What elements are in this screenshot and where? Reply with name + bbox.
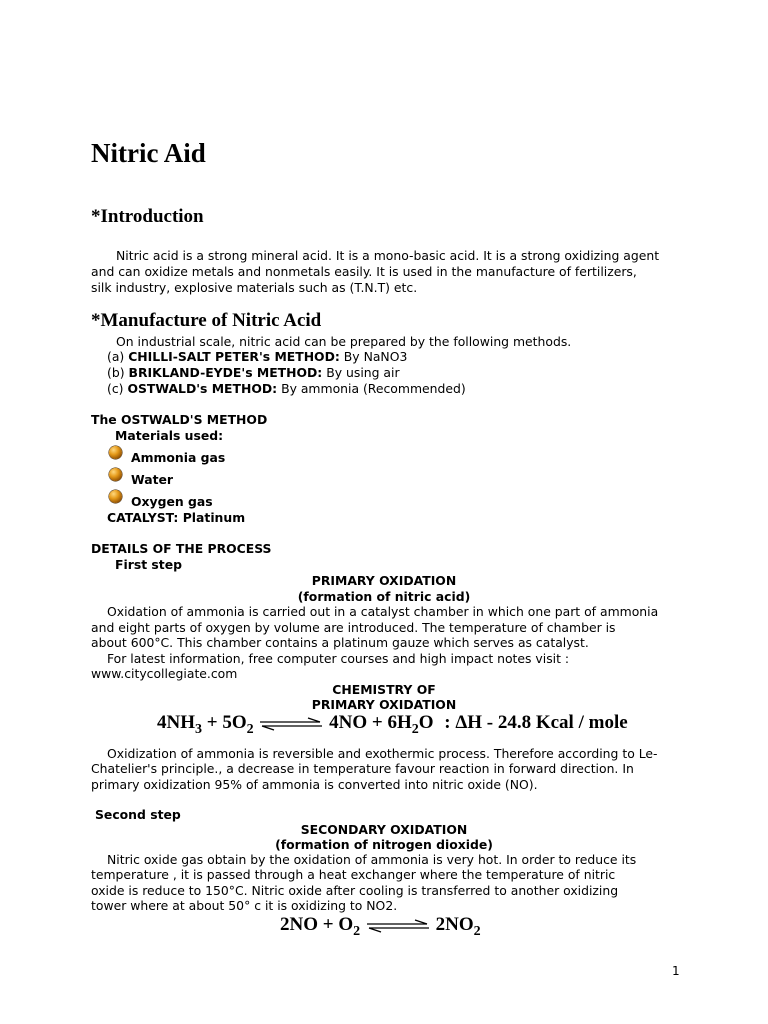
chemistry-subtitle: PRIMARY OXIDATION	[311, 697, 457, 712]
eq-enthalpy: : ΔH - 24.8 Kcal / mole	[444, 712, 628, 733]
page-number: 1	[672, 964, 680, 978]
method-name: OSTWALD's METHOD:	[127, 381, 278, 396]
orange-bullet-icon	[109, 468, 122, 481]
method-c	[107, 381, 466, 396]
method-marker: (c)	[107, 381, 124, 396]
material-item: Ammonia gas	[131, 450, 226, 465]
eq-subscript: 3	[195, 722, 202, 737]
catalyst-line: CATALYST: Platinum	[107, 510, 246, 525]
secondary-oxidation-title: SECONDARY OXIDATION	[300, 822, 468, 837]
exo-line-2: Chatelier's principle., a decrease in temperature favour reaction in forward direction. In	[91, 761, 634, 776]
promo-url: www.citycollegiate.com	[91, 666, 238, 681]
materials-label: Materials used:	[115, 428, 224, 443]
intro-heading: *Introduction	[91, 206, 204, 227]
eq-subscript: 2	[353, 924, 361, 939]
eq-term: 4NO	[329, 712, 368, 733]
page-title: Nitric Aid	[91, 138, 206, 168]
manufacture-lead: On industrial scale, nitric acid can be prepared by the following methods.	[116, 334, 572, 349]
material-item: Oxygen gas	[131, 494, 213, 509]
eq-term: 6H	[387, 712, 412, 733]
primary-line-1: Oxidation of ammonia is carried out in a catalyst chamber in which one part of ammonia	[107, 604, 659, 619]
orange-bullet-icon	[109, 446, 122, 459]
method-marker: (a)	[107, 349, 125, 364]
intro-line-1: Nitric acid is a strong mineral acid. It is a mono-basic acid. It is a strong oxidizing agent	[116, 248, 660, 263]
primary-line-3: about 600°C. This chamber contains a platinum gauze which serves as catalyst.	[91, 635, 589, 650]
intro-line-3: silk industry, explosive materials such as (T.N.T) etc.	[91, 280, 418, 295]
method-detail: By using air	[326, 365, 400, 380]
secondary-line-3: oxide is reduce to 150°C. Nitric oxide after cooling is transferred to another oxidizing	[91, 883, 619, 898]
eq-subscript: 2	[246, 722, 254, 737]
first-step-label: First step	[115, 557, 183, 572]
equation-primary-oxidation	[157, 712, 628, 738]
manufacture-heading: *Manufacture of Nitric Acid	[91, 310, 322, 331]
method-b	[107, 365, 400, 380]
eq-term: 2NO + O	[280, 914, 354, 935]
exo-line-3: primary oxidization 95% of ammonia is converted into nitric oxide (NO).	[91, 777, 538, 792]
method-name: CHILLI-SALT PETER's METHOD:	[128, 349, 340, 364]
equilibrium-arrow-icon	[365, 919, 431, 933]
eq-subscript: 2	[473, 924, 481, 939]
second-step-label: Second step	[95, 807, 181, 822]
primary-line-2: and eight parts of oxygen by volume are introduced. The temperature of chamber is	[91, 620, 616, 635]
process-heading: DETAILS OF THE PROCESS	[91, 541, 272, 556]
method-detail: By ammonia (Recommended)	[281, 381, 466, 396]
ostwald-heading: The OSTWALD'S METHOD	[91, 412, 268, 427]
chemistry-title: CHEMISTRY OF	[332, 682, 436, 697]
eq-term: 2NO	[435, 914, 474, 935]
eq-term: O	[418, 712, 434, 733]
material-item: Water	[131, 472, 174, 487]
method-marker: (b)	[107, 365, 125, 380]
secondary-line-4: tower where at about 50° c it is oxidizing to NO2.	[91, 898, 398, 913]
primary-oxidation-title: PRIMARY OXIDATION	[311, 573, 457, 588]
secondary-line-2: temperature , it is passed through a heat exchanger where the temperature of nitric	[91, 867, 616, 882]
method-a	[107, 349, 407, 364]
equilibrium-arrow-icon	[258, 717, 324, 731]
orange-bullet-icon	[109, 490, 122, 503]
exo-line-1: Oxidization of ammonia is reversible and exothermic process. Therefore according to Le-	[107, 746, 658, 761]
promo-line: For latest information, free computer courses and high impact notes visit :	[107, 651, 570, 666]
secondary-line-1: Nitric oxide gas obtain by the oxidation of ammonia is very hot. In order to reduce its	[107, 852, 637, 867]
primary-oxidation-subtitle: (formation of nitric acid)	[297, 589, 471, 604]
eq-term: 4NH	[157, 712, 195, 733]
intro-line-2: and can oxidize metals and nonmetals easily. It is used in the manufacture of fertilizers,	[91, 264, 637, 279]
secondary-oxidation-subtitle: (formation of nitrogen dioxide)	[275, 837, 493, 852]
eq-subscript: 2	[411, 722, 419, 737]
eq-term: + 5O	[202, 712, 247, 733]
method-detail: By NaNO3	[343, 349, 408, 364]
eq-term: +	[367, 712, 388, 733]
equation-secondary-oxidation	[280, 914, 481, 940]
method-name: BRIKLAND-EYDE's METHOD:	[128, 365, 323, 380]
